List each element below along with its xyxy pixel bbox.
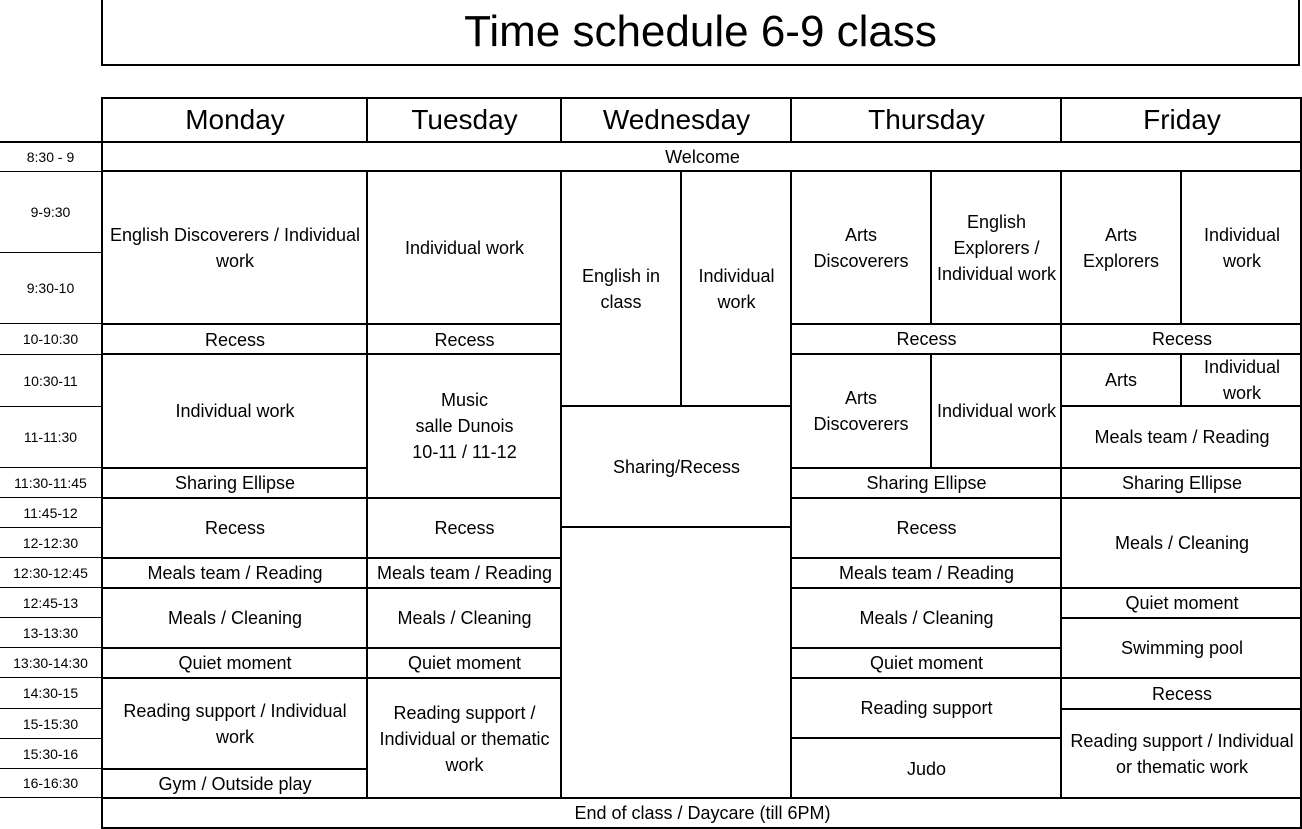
- time-label: 10-10:30: [22, 331, 79, 347]
- grid-line: [0, 527, 101, 528]
- grid-line: [1060, 170, 1062, 799]
- monday-gym: Gym / Outside play: [158, 774, 312, 794]
- time-label: 11:45-12: [23, 504, 78, 521]
- grid-line: [366, 170, 368, 799]
- monday-reading-support: Reading support / Individual work: [123, 700, 347, 747]
- grid-line: [101, 323, 368, 325]
- grid-line: [101, 677, 368, 679]
- tuesday-meals-cleaning: Meals / Cleaning: [397, 608, 532, 628]
- grid-line: [1060, 497, 1302, 499]
- thursday-judo: Judo: [906, 758, 947, 779]
- tuesday-quiet-moment: Quiet moment: [407, 653, 522, 673]
- tuesday-music-times: 10-11 / 11-12: [412, 442, 517, 462]
- thursday-meals-cleaning: Meals / Cleaning: [859, 608, 994, 628]
- grid-line: [790, 467, 1062, 469]
- time-label: 10:30-11: [23, 372, 78, 389]
- grid-line: [0, 587, 101, 588]
- grid-line: [0, 354, 101, 355]
- grid-line: [101, 797, 1302, 799]
- time-label: 15:30-16: [22, 745, 79, 762]
- wednesday-sharing-recess: Sharing/Recess: [612, 456, 741, 477]
- grid-line: [0, 497, 101, 498]
- grid-line: [0, 768, 101, 769]
- grid-line: [366, 323, 562, 325]
- welcome-cell: Welcome: [665, 147, 740, 167]
- grid-line: [0, 557, 101, 558]
- grid-line: [101, 497, 368, 499]
- time-label: 13:30-14:30: [13, 654, 88, 671]
- grid-line: [1060, 617, 1302, 619]
- grid-line: [1060, 323, 1302, 325]
- end-of-class-cell: End of class / Daycare (till 6PM): [574, 803, 831, 823]
- monday-sharing-ellipse: Sharing Ellipse: [174, 473, 296, 493]
- grid-line: [366, 497, 562, 499]
- grid-line: [790, 737, 1062, 739]
- grid-line: [0, 323, 101, 324]
- grid-line: [366, 97, 368, 142]
- grid-line: [790, 587, 1062, 589]
- page-title: Time schedule 6-9 class: [101, 0, 1300, 66]
- monday-recess: Recess: [204, 329, 266, 350]
- friday-swimming-pool: Swimming pool: [1120, 638, 1244, 658]
- thursday-recess: Recess: [896, 329, 957, 349]
- grid-line: [0, 252, 101, 253]
- grid-line: [790, 647, 1062, 649]
- grid-line: [680, 170, 682, 406]
- friday-meals-cleaning: Meals / Cleaning: [1114, 533, 1250, 553]
- tuesday-meals-team: Meals team / Reading: [376, 563, 553, 583]
- grid-line: [560, 170, 562, 799]
- grid-line: [101, 97, 103, 829]
- grid-line: [1060, 587, 1302, 589]
- thursday-quiet-moment: Quiet moment: [869, 653, 984, 673]
- grid-line: [1060, 353, 1302, 355]
- time-label: 9:30-10: [26, 280, 75, 296]
- thursday-sharing-ellipse: Sharing Ellipse: [866, 473, 987, 493]
- grid-line: [366, 587, 562, 589]
- thursday-individual-work: Individual work: [936, 401, 1057, 421]
- grid-line: [790, 97, 792, 142]
- friday-individual-work: Individual work: [1203, 357, 1281, 403]
- friday-reading-support: Reading support / Individual or thematic work: [1070, 731, 1294, 777]
- grid-line: [1180, 170, 1182, 324]
- grid-line: [101, 353, 368, 355]
- grid-line: [101, 557, 368, 559]
- thursday-recess: Recess: [896, 518, 957, 538]
- friday-arts-explorers: Arts Explorers: [1082, 224, 1160, 271]
- tuesday-recess: Recess: [434, 518, 495, 538]
- grid-line: [101, 768, 368, 770]
- grid-line: [0, 617, 101, 618]
- grid-line: [790, 353, 1062, 355]
- tuesday-individual-work: Individual work: [404, 237, 525, 258]
- grid-line: [790, 497, 1062, 499]
- time-label: 9-9:30: [30, 204, 71, 220]
- thursday-english-explorers: English Explorers / Individual work: [936, 211, 1057, 284]
- time-label: 11-11:30: [23, 429, 78, 445]
- grid-line: [0, 708, 101, 709]
- tuesday-music-room: salle Dunois: [415, 416, 514, 436]
- monday-quiet-moment: Quiet moment: [178, 653, 292, 673]
- grid-line: [101, 467, 368, 469]
- grid-line: [366, 557, 562, 559]
- grid-line: [101, 587, 368, 589]
- time-label: 8:30 - 9: [26, 149, 75, 165]
- day-header-thursday: Thursday: [868, 104, 985, 135]
- thursday-meals-team: Meals team / Reading: [838, 563, 1015, 583]
- friday-quiet-moment: Quiet moment: [1125, 593, 1239, 613]
- time-label: 13-13:30: [22, 624, 79, 641]
- time-label: 14:30-15: [22, 685, 79, 701]
- tuesday-music: [368, 355, 561, 497]
- grid-line: [790, 170, 792, 799]
- friday-individual-work: Individual work: [1203, 224, 1281, 271]
- monday-english-discoverers: English Discoverers / Individual work: [109, 224, 361, 271]
- grid-line: [560, 97, 562, 142]
- day-header-monday: Monday: [185, 104, 285, 135]
- grid-line: [366, 647, 562, 649]
- day-header-tuesday: Tuesday: [411, 104, 518, 135]
- time-label: 12-12:30: [22, 534, 79, 551]
- wednesday-english-in-class: English in class: [581, 265, 661, 312]
- friday-arts: Arts: [1104, 370, 1137, 390]
- monday-meals-team: Meals team / Reading: [147, 563, 323, 583]
- thursday-arts-discoverers: Arts Discoverers: [813, 224, 909, 271]
- grid-line: [1060, 467, 1302, 469]
- grid-line: [0, 647, 101, 648]
- grid-line: [101, 97, 1302, 99]
- grid-line: [1060, 405, 1302, 407]
- grid-line: [366, 677, 562, 679]
- grid-line: [101, 170, 1302, 172]
- time-label: 12:45-13: [22, 594, 79, 611]
- friday-recess: Recess: [1151, 329, 1213, 349]
- time-label: 15-15:30: [22, 715, 79, 732]
- grid-line: [1060, 97, 1062, 142]
- grid-line: [560, 405, 792, 407]
- grid-line: [560, 526, 792, 528]
- day-header-wednesday: Wednesday: [602, 104, 751, 135]
- grid-line: [1060, 677, 1302, 679]
- grid-line: [790, 557, 1062, 559]
- friday-sharing-ellipse: Sharing Ellipse: [1121, 473, 1243, 493]
- grid-line: [0, 141, 1302, 143]
- tuesday-reading-support: Reading support / Individual or thematic work: [379, 702, 550, 775]
- friday-meals-team: Meals team / Reading: [1094, 427, 1270, 447]
- time-label: 11:30-11:45: [14, 474, 87, 491]
- day-header-friday: Friday: [1143, 104, 1221, 135]
- thursday-reading-support: Reading support: [860, 698, 993, 718]
- grid-line: [930, 353, 932, 468]
- grid-line: [0, 467, 101, 468]
- monday-recess: Recess: [204, 518, 266, 538]
- time-label: 12:30-12:45: [13, 564, 88, 581]
- thursday-arts-discoverers: Arts Discoverers: [813, 388, 909, 434]
- grid-line: [0, 677, 101, 678]
- friday-recess: Recess: [1151, 683, 1213, 704]
- grid-line: [0, 406, 101, 407]
- grid-line: [790, 323, 1062, 325]
- grid-line: [0, 171, 101, 172]
- grid-line: [790, 677, 1062, 679]
- wednesday-individual-work: Individual work: [698, 265, 775, 312]
- monday-individual-work: Individual work: [175, 401, 295, 421]
- tuesday-music-title: Music: [440, 390, 488, 410]
- grid-line: [1180, 353, 1182, 406]
- time-label: 16-16:30: [22, 775, 79, 791]
- grid-line: [101, 647, 368, 649]
- grid-line: [366, 353, 562, 355]
- monday-meals-cleaning: Meals / Cleaning: [167, 608, 303, 628]
- grid-line: [1060, 708, 1302, 710]
- grid-line: [0, 738, 101, 739]
- grid-line: [0, 797, 101, 798]
- tuesday-recess: Recess: [434, 329, 495, 350]
- grid-line: [930, 170, 932, 324]
